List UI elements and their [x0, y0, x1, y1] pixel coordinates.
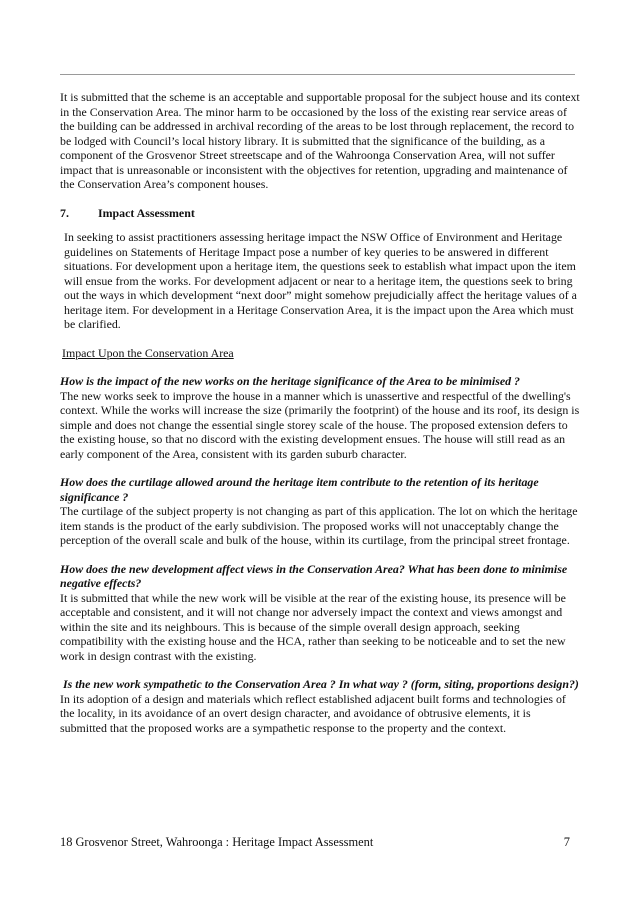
intro-paragraph: It is submitted that the scheme is an acceptable and supportable proposal for the subject house and its context in the Conservation Area. The minor harm to be occasioned by the loss of the existing rear service areas of the building can be addressed in archival recording of the areas to be lost through replacement, the record to be lodged with Council’s local history library. It is submitted that the significance of the building, as a component of the Grosvenor Street streetscape and of the Wahroonga Conservation Area, will not suffer impact that is unreasonable or inconsistent with the objectives for retention, upgrading and maintenance of the Conservation Area’s component houses.	[60, 90, 580, 191]
question-text: Is the new work sympathetic to the Conservation Area ? In what way ? (form, siting, proportions design?)	[63, 677, 579, 691]
header-rule	[60, 74, 575, 75]
page-content	[60, 90, 580, 735]
answer-text: In its adoption of a design and materials which reflect established adjacent built forms and technologies of the locality, in its avoidance of an overt design character, and avoidance of obtrusive elements, it is submitted that the proposed works are a sympathetic response to the property and the context.	[60, 691, 566, 735]
subheading: Impact Upon the Conservation Area	[62, 345, 234, 360]
question-text: How does the curtilage allowed around the heritage item contribute to the retention of its heritage significance ?	[60, 475, 539, 504]
section-heading	[60, 206, 580, 221]
qa-block	[60, 562, 580, 664]
section-number: 7.	[60, 205, 69, 220]
question-text: How does the new development affect views in the Conservation Area? What has been done to minimise negative effects?	[60, 561, 568, 590]
footer-title: 18 Grosvenor Street, Wahroonga : Heritage Impact Assessment	[60, 835, 374, 849]
section-intro-paragraph: In seeking to assist practitioners assessing heritage impact the NSW Office of Environment and Heritage guidelines on Statements of Heritage Impact pose a number of key queries to be answered in different situations. For development upon a heritage item, the questions seek to establish what impact upon the item will ensue from the works. For development adjacent or near to a heritage item, the questions seek to bring out the ways in which development “next door” might somehow prejudicially affect the heritage values of a heritage item. For development in a Heritage Conservation Area, it is the impact upon the Area which must be clarified.	[64, 230, 577, 331]
page-footer	[60, 835, 575, 850]
answer-text: The new works seek to improve the house in a manner which is unassertive and respectful of the dwelling's context. While the works will increase the size (primarily the footprint) of the house and its roof, its design is simple and does not change the essential single storey scale of the house. The proposed extension defers to the existing house, so that no discord with the existing development ensues. The house will still read as an early component of the Area, consistent with its garden suburb character.	[60, 388, 580, 461]
qa-block	[60, 677, 580, 735]
answer-text: It is submitted that while the new work will be visible at the rear of the existing house, its presence will be acceptable and consistent, and it will not change nor adversely impact the context and views amongst and within the site and its neighbours. This is because of the simple overall design approach, seeking compatibility with the existing house and the HCA, rather than seeking to be noticeable and to set the new work in design contrast with the existing.	[60, 590, 566, 663]
section-title: Impact Assessment	[98, 205, 195, 220]
answer-text: The curtilage of the subject property is not changing as part of this application. The lot on which the heritage item stands is the product of the early subdivision. The proposed works will not unacceptably change the perception of the overall scale and bulk of the house, within its curtilage, from the principal street frontage.	[60, 504, 578, 547]
page-number: 7	[563, 835, 570, 849]
question-text: How is the impact of the new works on the heritage significance of the Area to be minimised ?	[60, 374, 521, 388]
qa-block	[60, 374, 580, 461]
qa-block	[60, 475, 580, 548]
